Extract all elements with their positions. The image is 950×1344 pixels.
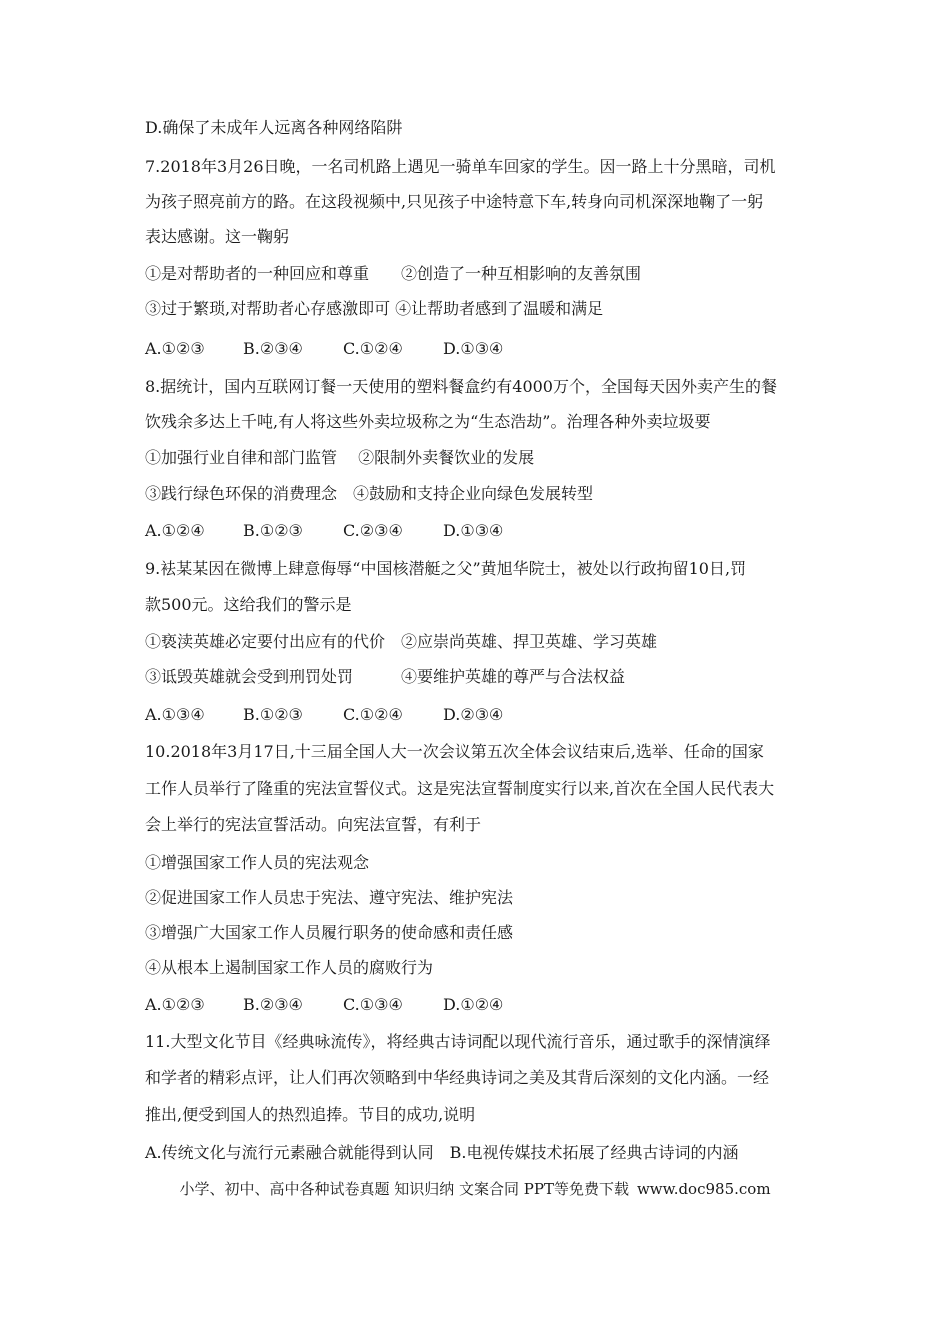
option-c: C.②③④	[343, 521, 403, 540]
answer-options	[145, 995, 503, 1015]
option-a: A.①②④	[145, 521, 205, 540]
statement-line: ①亵渎英雄必定要付出应有的代价 ②应崇尚英雄、捍卫英雄、学习英雄	[145, 632, 658, 651]
statement-line: ③诋毁英雄就会受到刑罚处罚 ④要维护英雄的尊严与合法权益	[145, 667, 626, 686]
option-c: C.①②④	[343, 339, 403, 358]
text-line: 会上举行的宪法宣誓活动。向宪法宣誓，有利于	[145, 815, 482, 834]
question-7-text: 7.2018年3月26日晚，一名司机路上遇见一骑单车回家的学生。因一路上十分黑暗，司机	[145, 157, 776, 176]
option-d: D.①②④	[443, 995, 504, 1014]
text-line: 推出,便受到国人的热烈追捧。节目的成功,说明	[145, 1105, 476, 1124]
statement-line: ④从根本上遏制国家工作人员的腐败行为	[145, 958, 434, 977]
statement-line: ①加强行业自律和部门监管 ②限制外卖餐饮业的发展	[145, 448, 535, 467]
option-c: C.①③④	[343, 995, 403, 1014]
option-a: A.①③④	[145, 705, 205, 724]
text-line: 饮残余多达上千吨,有人将这些外卖垃圾称之为“生态浩劫”。治理各种外卖垃圾要	[145, 412, 711, 431]
option-line: A.传统文化与流行元素融合就能得到认同 B.电视传媒技术拓展了经典古诗词的内涵	[145, 1143, 739, 1162]
option-d: D.①③④	[443, 339, 504, 358]
option-d: D.①③④	[443, 521, 504, 540]
answer-options	[145, 705, 503, 725]
question-8-text: 8.据统计，国内互联网订餐一天使用的塑料餐盒约有4000万个，全国每天因外卖产生的餐	[145, 377, 777, 396]
option-a: A.①②③	[145, 995, 205, 1014]
statement-line: ③过于繁琐,对帮助者心存感激即可 ④让帮助者感到了温暖和满足	[145, 299, 604, 318]
text-line: 和学者的精彩点评，让人们再次领略到中华经典诗词之美及其背后深刻的文化内涵。一经	[145, 1068, 770, 1087]
question-10-text: 10.2018年3月17日,十三届全国人大一次会议第五次全体会议结束后,选举、任命的国家	[145, 742, 764, 761]
question-11-text: 11.大型文化节目《经典咏流传》，将经典古诗词配以现代流行音乐，通过歌手的深情演绎	[145, 1032, 771, 1051]
text-line: 为孩子照亮前方的路。在这段视频中,只见孩子中途特意下车,转身向司机深深地鞠了一躬	[145, 192, 764, 211]
statement-line: ①增强国家工作人员的宪法观念	[145, 853, 370, 872]
question-9-text: 9.袪某某因在微博上肆意侮辱“中国核潜艇之父”黄旭华院士，被处以行政拘留10日,罚	[145, 559, 747, 578]
footer-text: 小学、初中、高中各种试卷真题 知识归纳 文案合同 PPT等免费下载	[179, 1180, 629, 1198]
option-a: A.①②③	[145, 339, 205, 358]
text-line: 工作人员举行了隆重的宪法宣誓仪式。这是宪法宣誓制度实行以来,首次在全国人民代表大	[145, 779, 775, 798]
statement-line: ②促进国家工作人员忠于宪法、遵守宪法、维护宪法	[145, 888, 514, 907]
option-d: D.②③④	[443, 705, 504, 724]
statement-line: ③践行绿色环保的消费理念 ④鼓励和支持企业向绿色发展转型	[145, 484, 594, 503]
option-b: B.②③④	[243, 995, 303, 1014]
option-b: B.②③④	[243, 339, 303, 358]
answer-options	[145, 521, 503, 541]
answer-options	[145, 339, 503, 359]
option-c: C.①②④	[343, 705, 403, 724]
footer-url[interactable]: www.doc985.com	[636, 1180, 771, 1198]
text-line: 表达感谢。这一鞠躬	[145, 227, 290, 246]
text-line: 款500元。这给我们的警示是	[145, 595, 352, 614]
statement-line: ①是对帮助者的一种回应和尊重 ②创造了一种互相影响的友善氛围	[145, 264, 642, 283]
statement-line: ③增强广大国家工作人员履行职务的使命感和责任感	[145, 923, 514, 942]
option-b: B.①②③	[243, 705, 303, 724]
option-b: B.①②③	[243, 521, 303, 540]
page-footer	[0, 1179, 950, 1199]
text-line: D.确保了未成年人远离各种网络陷阱	[145, 118, 403, 137]
